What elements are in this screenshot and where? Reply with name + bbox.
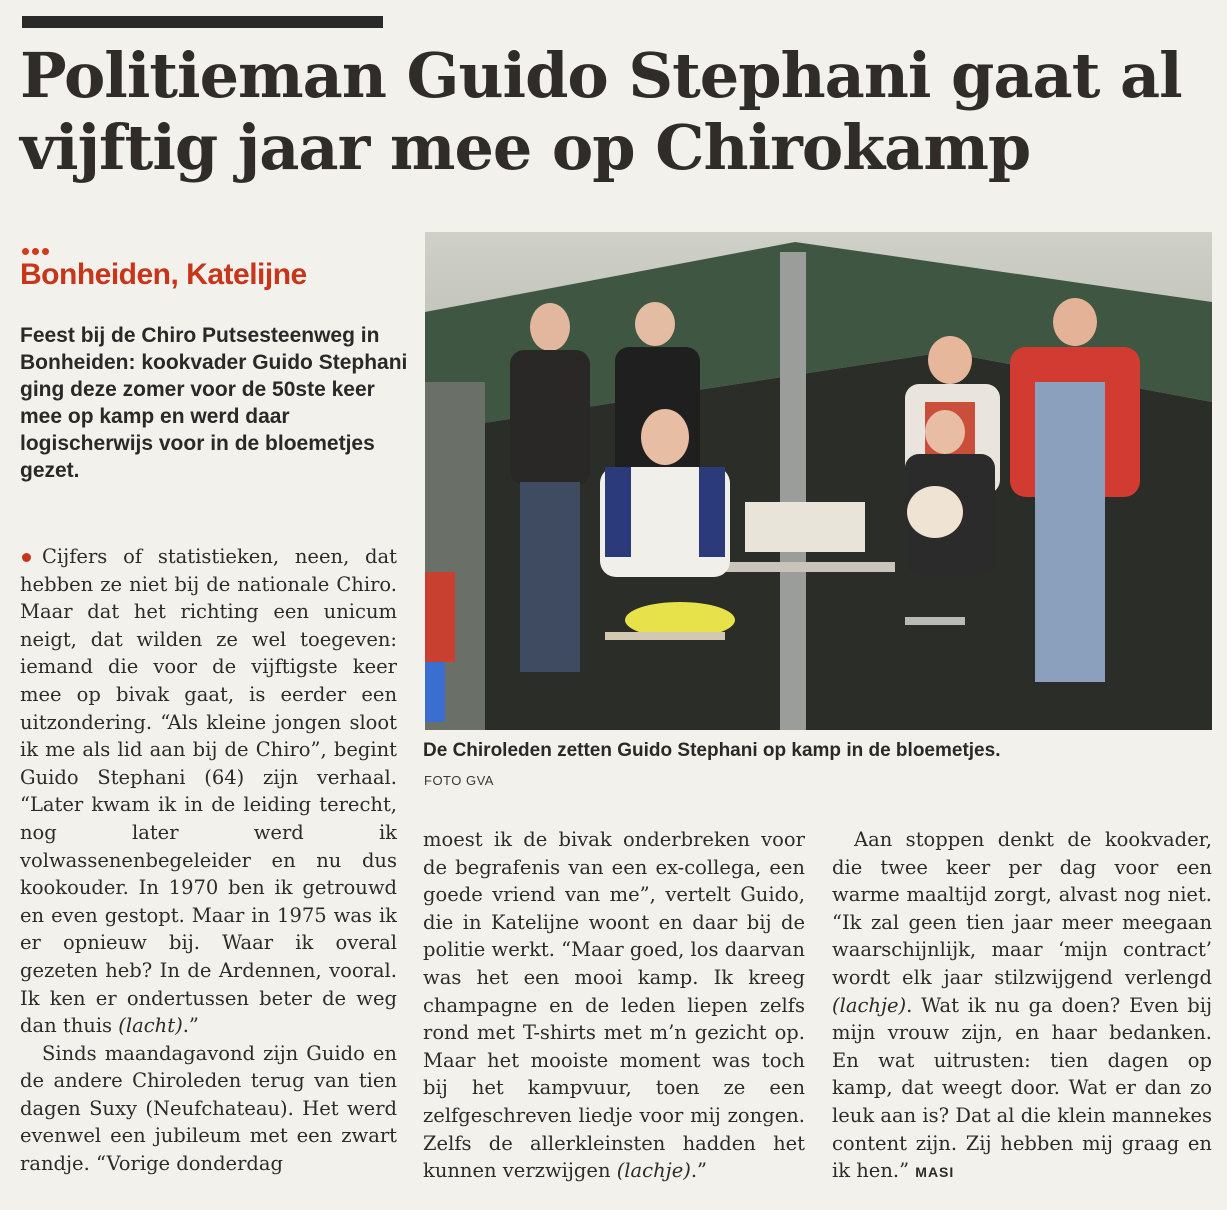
section-rule <box>22 16 383 28</box>
paragraph-text: Aan stoppen denkt de kookvader, die twee keer per dag voor een warme maaltijd zorgt, alvast nog niet. “Ik zal geen tien jaar meer meegaan waarschijnlijk, maar ‘mijn contract’ wordt elk jaar stilzwijgend verlengd <box>832 828 1212 989</box>
paragraph-italic: (lacht) <box>118 1014 183 1038</box>
paragraph-end: .” <box>182 1014 199 1038</box>
paragraph <box>832 826 1212 1187</box>
paragraph <box>423 826 805 1185</box>
paragraph-text: moest ik de bivak onderbreken voor de begrafenis van een ex-collega, een goede vriend van me”, vertelt Guido, die in Katelijne woont en daar bij de politie werkt. “Maar goed, los daarvan was het een mooi kamp. Ik kreeg champagne en de leden liepen zelfs rond met T-shirts met m’n gezicht op. Maar het mooiste moment was toch bij het kampvuur, toen ze een zelfgeschreven liedje voor mij zongen. Zelfs de allerkleinsten hadden het kunnen verzwijgen <box>423 828 805 1183</box>
article-column-2 <box>423 826 805 1185</box>
paragraph-text: Cijfers of statistieken, neen, dat hebben ze niet bij de nationale Chiro. Maar dat het richting een unicum neigt, dat wilden ze wel toegeven: iemand die voor de vijftigste keer mee op bivak gaat, is eerder een uitzondering. “Als kleine jongen sloot ik me als lid aan bij de Chiro”, begint Guido Stephani (64) zijn verhaal. “Later kwam ik in de leiding terecht, nog later werd ik volwassenenbegeleider en nu dus kookouder. In 1970 ben ik getrouwd en even gestopt. Maar in 1975 was ik er opnieuw bij. Waar ik overal gezeten heb? In de Ardennen, vooral. Ik ken er ondertussen beter de weg dan thuis <box>20 545 397 1038</box>
photo-caption: De Chiroleden zetten Guido Stephani op kamp in de bloemetjes. <box>423 740 1001 761</box>
paragraph-end: . Wat ik nu ga doen? Even bij mijn vrouw zijn, en haar bedanken. En wat uitrusten: tien dagen op kamp, dat weegt door. Wat er dan zo leuk aan is? Dat al die klein mannekes content zijn. Zij hebben mij graag en ik hen.” <box>832 993 1212 1183</box>
intro-lead: Feest bij de Chiro Putsesteenweg in Bonheiden: kookvader Guido Stephani ging deze zomer voor de 50ste keer mee op kamp en werd daar logischerwijs voor in de bloemetjes gezet. <box>20 324 408 482</box>
paragraph <box>20 543 397 1040</box>
paragraph-bullet <box>22 553 31 562</box>
photo-credit: FOTO GVA <box>424 773 494 788</box>
article-column-1 <box>20 543 397 1178</box>
paragraph-end: .” <box>690 1159 708 1183</box>
paragraph-italic: (lachje) <box>616 1159 691 1183</box>
headline: Politieman Guido Stephani gaat al vijftig jaar mee op Chirokamp <box>20 39 1182 184</box>
location-label: Bonheiden, Katelijne <box>20 258 307 291</box>
paragraph-italic: (lachje) <box>832 993 907 1017</box>
article-column-3 <box>832 826 1212 1187</box>
article-photo <box>425 232 1212 730</box>
paragraph: Sinds maandagavond zijn Guido en de andere Chiroleden terug van tien dagen Suxy (Neufchateau). Het werd evenwel een jubileum met een zwart randje. “Vorige donderdag <box>20 1041 397 1176</box>
byline: MASI <box>915 1164 955 1181</box>
